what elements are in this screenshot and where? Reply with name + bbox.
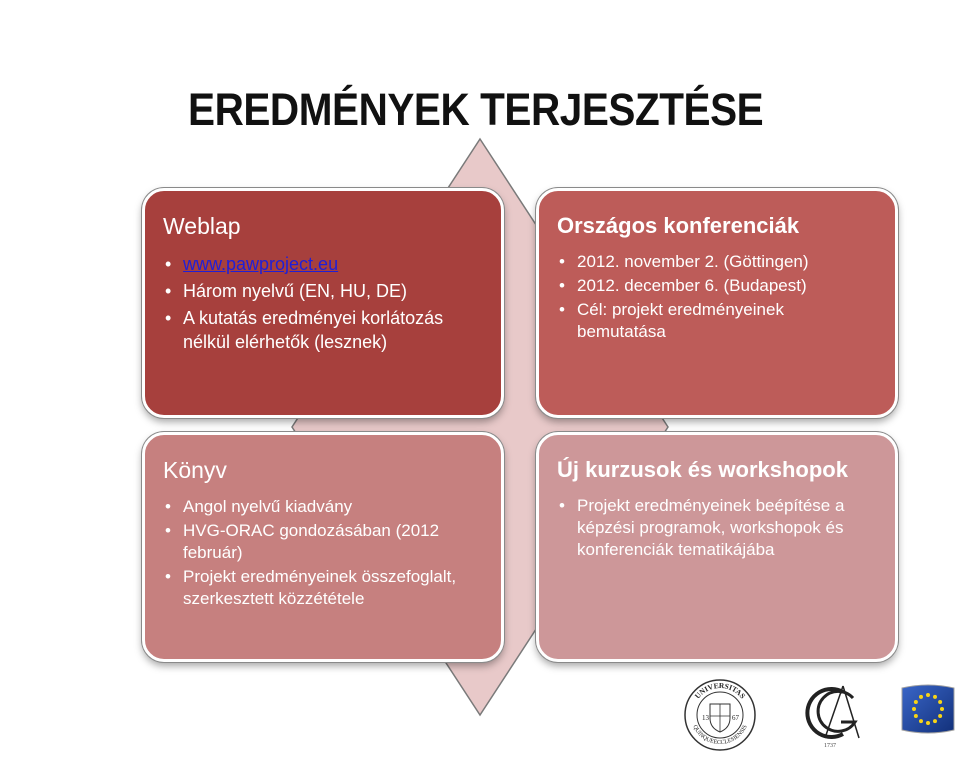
box-kurzusok [536, 432, 898, 662]
eu-star-icon [914, 714, 918, 718]
box-konyv [142, 432, 504, 662]
seal-text-top: UNIVERSITAS [692, 680, 748, 701]
list-item: • HVG-ORAC gondozásában (2012 február) [163, 520, 483, 564]
list-item: • Projekt eredményeinek összefoglalt, szerkesztett közzététele [163, 566, 483, 610]
list-item: • 2012. november 2. (Göttingen) [557, 251, 877, 273]
list-item: • Három nyelvű (EN, HU, DE) [163, 279, 483, 303]
weblap-link[interactable]: www.pawproject.eu [183, 254, 339, 274]
box-konferenciak-list [557, 251, 877, 343]
list-item: • Angol nyelvű kiadvány [163, 496, 483, 518]
seal-year-right: 67 [732, 714, 739, 722]
eu-star-icon [912, 707, 916, 711]
box-weblap-list [163, 252, 483, 354]
seal-year-left: 13 [702, 714, 709, 722]
eu-star-icon [933, 695, 937, 699]
box-konyv-title: Könyv [163, 457, 227, 483]
box-kurzusok-title: Új kurzusok és workshopok [557, 457, 848, 482]
list-item: • 2012. december 6. (Budapest) [557, 275, 877, 297]
eu-star-icon [926, 721, 930, 725]
goettingen-logo [795, 678, 865, 748]
box-konferenciak [536, 188, 898, 418]
list-item: • A kutatás eredményei korlátozás nélkül elérhetők (lesznek) [163, 306, 483, 354]
box-weblap-title: Weblap [163, 213, 241, 239]
eu-star-icon [914, 700, 918, 704]
list-item [163, 252, 483, 276]
box-kurzusok-list [557, 495, 877, 561]
box-konyv-list [163, 496, 483, 610]
cg-year: 1737 [824, 743, 836, 748]
eu-flag-logo [898, 680, 958, 740]
box-weblap [142, 188, 504, 418]
eu-star-icon [940, 707, 944, 711]
eu-star-icon [938, 714, 942, 718]
eu-star-icon [933, 719, 937, 723]
box-konferenciak-title: Országos konferenciák [557, 213, 800, 238]
eu-star-icon [926, 693, 930, 697]
eu-star-icon [919, 719, 923, 723]
eu-star-icon [938, 700, 942, 704]
eu-star-icon [919, 695, 923, 699]
list-item: • Projekt eredményeinek beépítése a képzési programok, workshopok és konferenciák tematikájába [557, 495, 877, 561]
university-seal-logo [683, 678, 757, 752]
page-title: EREDMÉNYEK TERJESZTÉSE [188, 84, 764, 135]
seal-text-bottom: QUINQUEECCLESIENSIS [691, 724, 749, 747]
list-item: • Cél: projekt eredményeinek bemutatása [557, 299, 877, 343]
